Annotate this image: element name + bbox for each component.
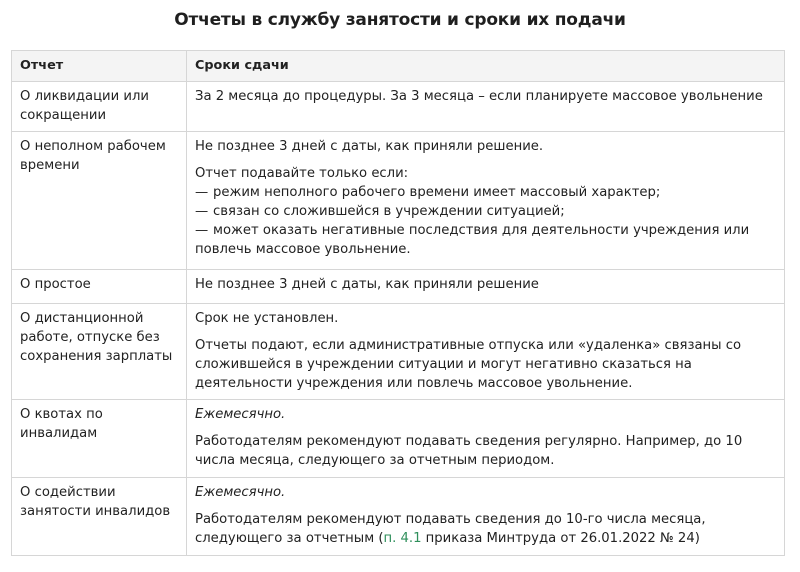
deadline-text: Не позднее 3 дней с даты, как приняли решение. [195,139,544,154]
report-name-cell: О дистанционной работе, отпуске без сохранения зарплаты [12,304,187,400]
condition-intro: Отчет подавайте только если: [195,166,409,181]
legal-reference-link[interactable]: п. 4.1 [383,531,422,546]
deadline-cell [187,304,785,400]
deadline-text: За 2 месяца до процедуры. За 3 месяца – если планируете массовое увольнение [195,89,763,104]
reports-table [11,50,785,556]
column-header-deadline: Сроки сдачи [187,51,785,82]
deadline-cell [187,82,785,132]
deadline-cell [187,478,785,556]
condition-item: — связан со сложившейся в учреждении ситуацией; [195,204,565,219]
dash-marker: — [195,223,209,238]
report-name-cell: О ликвидации или сокращении [12,82,187,132]
deadline-text: Ежемесячно. [195,407,286,422]
table-row [12,132,785,270]
report-name-cell: О неполном рабочем времени [12,132,187,270]
table-header-row [12,51,785,82]
deadline-text: Срок не установлен. [195,311,339,326]
deadline-cell [187,132,785,270]
dash-marker: — [195,204,209,219]
deadline-note: Отчеты подают, если административные отпуска или «удаленка» связаны со сложившейся в учреждении ситуации и могут негативно сказаться на деятельности учреждения или повлечь массовое увольнение. [195,338,742,391]
report-name-cell: О квотах по инвалидам [12,400,187,478]
table-row [12,270,785,304]
condition-item: — может оказать негативные последствия для деятельности учреждения или повлечь массовое увольнение. [195,223,750,257]
page-title: Отчеты в службу занятости и сроки их подачи [174,10,626,30]
deadline-text: Ежемесячно. [195,485,286,500]
dash-marker: — [195,185,209,200]
deadline-text: Не позднее 3 дней с даты, как приняли решение [195,277,539,292]
report-name-cell: О содействии занятости инвалидов [12,478,187,556]
table-row [12,478,785,556]
table-row [12,400,785,478]
deadline-note: Работодателям рекомендуют подавать сведения регулярно. Например, до 10 числа месяца, следующего за отчетным периодом. [195,434,743,468]
deadline-note: Работодателям рекомендуют подавать сведения до 10-го числа месяца, следующего за отчетным (п. 4.1 приказа Минтруда от 26.01.2022 № 24) [195,512,706,546]
report-name-cell: О простое [12,270,187,304]
deadline-cell [187,400,785,478]
condition-item: — режим неполного рабочего времени имеет массовый характер; [195,185,661,200]
deadline-cell [187,270,785,304]
column-header-report: Отчет [12,51,187,82]
table-row [12,304,785,400]
table-row [12,82,785,132]
